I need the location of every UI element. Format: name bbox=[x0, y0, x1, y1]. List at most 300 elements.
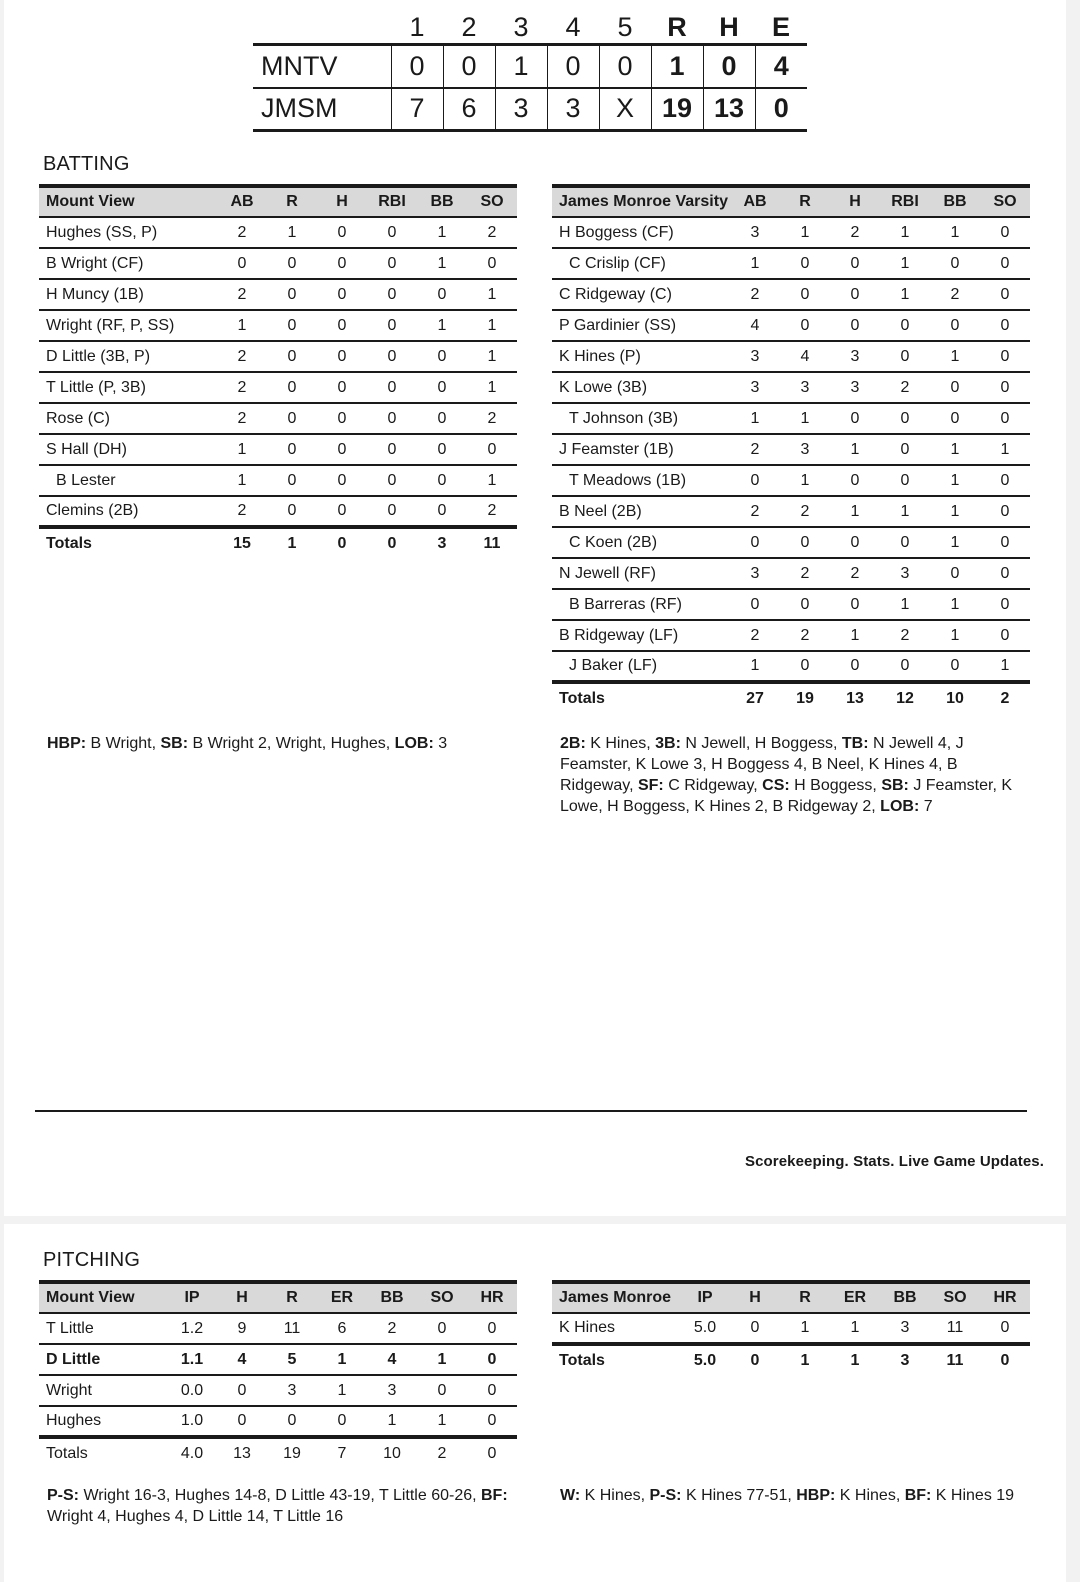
player-row bbox=[552, 310, 1030, 341]
player-row bbox=[39, 372, 517, 403]
stat-cell: 0 bbox=[1000, 409, 1010, 427]
pitching-header-row bbox=[39, 1282, 517, 1313]
player-row bbox=[552, 651, 1030, 682]
stat-cell: 0 bbox=[237, 1412, 247, 1429]
stat-cell: 1 bbox=[1000, 440, 1010, 458]
totals-label: Totals bbox=[46, 535, 92, 552]
stat-cell: 3 bbox=[750, 223, 760, 241]
column-header: ER bbox=[330, 1289, 354, 1306]
inning-header: 1 bbox=[409, 12, 425, 42]
stat-cell: 0 bbox=[950, 378, 960, 396]
stat-cell: 0 bbox=[287, 502, 297, 519]
note-label: BF: bbox=[904, 1487, 932, 1504]
note-text: K Hines 19 bbox=[931, 1487, 1015, 1504]
stat-cell: 1.1 bbox=[180, 1350, 204, 1368]
line-score-table bbox=[253, 12, 807, 132]
stat-cell: 0 bbox=[1000, 347, 1010, 365]
stat-cell: 1 bbox=[800, 223, 810, 241]
stat-cell: 0 bbox=[850, 285, 860, 303]
note-label: LOB: bbox=[880, 798, 920, 815]
stat-cell: 0 bbox=[437, 1319, 447, 1337]
note-text: K Hines, bbox=[580, 1487, 650, 1504]
stat-cell: 0 bbox=[900, 409, 910, 427]
note-text: J Feamster, K Lowe, H Boggess, K Hines 2, B Ridgeway 2, bbox=[560, 777, 1013, 815]
stat-cell: 11 bbox=[483, 535, 501, 552]
stat-cell: 0 bbox=[950, 254, 960, 272]
stat-cell: 2 bbox=[750, 440, 760, 458]
stat-cell: 2 bbox=[750, 285, 760, 303]
stat-cell: 1 bbox=[850, 1352, 860, 1369]
stat-cell: 0 bbox=[487, 1319, 497, 1337]
stat-cell: 0 bbox=[850, 254, 860, 272]
stat-cell: 1 bbox=[487, 347, 497, 365]
note-label: SB: bbox=[160, 735, 189, 752]
stat-cell: 1 bbox=[950, 502, 960, 520]
note-text: B Wright 2, Wright, Hughes, bbox=[188, 735, 395, 752]
stat-cell: 2 bbox=[750, 626, 760, 644]
stat-cell: 0 bbox=[337, 440, 347, 458]
stat-cell: 2 bbox=[900, 626, 910, 644]
totals-label: Totals bbox=[559, 690, 605, 707]
column-header: SO bbox=[480, 193, 504, 210]
note-label: HBP: bbox=[796, 1487, 836, 1504]
inning-score: 0 bbox=[547, 45, 599, 88]
stat-cell: 0 bbox=[487, 440, 497, 458]
stat-cell: 1 bbox=[950, 223, 960, 241]
inning-header: 4 bbox=[565, 12, 581, 42]
stat-cell: 0 bbox=[437, 409, 447, 427]
player-name: K Hines (P) bbox=[559, 347, 641, 365]
player-name: K Lowe (3B) bbox=[559, 378, 648, 396]
stat-cell: 1 bbox=[900, 223, 910, 241]
errors-total: 4 bbox=[755, 45, 807, 88]
stat-cell: 1 bbox=[800, 409, 810, 427]
stat-cell: 7 bbox=[337, 1445, 347, 1462]
totals-row bbox=[39, 527, 517, 559]
stat-cell: 1 bbox=[950, 626, 960, 644]
stat-cell: 0 bbox=[850, 471, 860, 489]
stat-cell: 0 bbox=[387, 316, 397, 334]
stat-cell: 0 bbox=[1000, 471, 1010, 489]
stat-cell: 1 bbox=[437, 254, 447, 272]
errors-header: E bbox=[771, 12, 790, 42]
stat-cell: 0 bbox=[437, 440, 447, 458]
stat-cell: 3 bbox=[750, 347, 760, 365]
stat-cell: 2 bbox=[1000, 690, 1010, 707]
player-name: P Gardinier (SS) bbox=[559, 316, 677, 334]
stat-cell: 2 bbox=[487, 502, 497, 519]
stat-cell: 5 bbox=[287, 1350, 297, 1368]
stat-cell: 0 bbox=[487, 1445, 497, 1462]
stat-cell: 0 bbox=[1000, 564, 1010, 582]
player-row bbox=[39, 217, 517, 248]
column-header: SO bbox=[430, 1289, 454, 1306]
stat-cell: 2 bbox=[237, 378, 247, 396]
team-name-header: James Monroe bbox=[559, 1289, 672, 1306]
stat-cell: 0 bbox=[487, 1350, 497, 1368]
stat-cell: 0 bbox=[287, 409, 297, 427]
player-row bbox=[39, 1375, 517, 1406]
note-label: CS: bbox=[762, 777, 790, 794]
note-text: N Jewell, H Boggess, bbox=[680, 735, 842, 752]
player-row bbox=[39, 403, 517, 434]
player-row bbox=[552, 527, 1030, 558]
stat-cell: 0 bbox=[387, 254, 397, 272]
player-name: J Baker (LF) bbox=[569, 657, 658, 674]
player-name: B Wright (CF) bbox=[46, 254, 144, 272]
pitching-header-row bbox=[552, 1282, 1030, 1313]
totals-row bbox=[552, 682, 1030, 714]
stat-cell: 0 bbox=[437, 471, 447, 489]
note-label: SF: bbox=[637, 777, 664, 794]
player-row bbox=[39, 341, 517, 372]
stat-cell: 0 bbox=[900, 316, 910, 334]
stat-cell: 2 bbox=[237, 223, 247, 241]
stat-cell: 3 bbox=[387, 1381, 397, 1399]
player-name: H Muncy (1B) bbox=[46, 285, 144, 303]
stat-cell: 0 bbox=[800, 657, 810, 674]
player-row bbox=[552, 620, 1030, 651]
stat-cell: 0 bbox=[900, 471, 910, 489]
stat-cell: 12 bbox=[896, 690, 914, 707]
stat-cell: 1 bbox=[1000, 657, 1010, 674]
player-row bbox=[552, 558, 1030, 589]
stat-cell: 15 bbox=[233, 535, 251, 552]
stat-cell: 19 bbox=[796, 690, 814, 707]
stat-cell: 1 bbox=[750, 409, 760, 427]
player-row bbox=[39, 248, 517, 279]
pitching-notes-away bbox=[47, 1485, 517, 1527]
stat-cell: 0 bbox=[1000, 1319, 1010, 1336]
totals-row bbox=[552, 1344, 1030, 1376]
stat-cell: 11 bbox=[946, 1352, 964, 1369]
team-abbrev: MNTV bbox=[261, 50, 338, 81]
player-row bbox=[552, 434, 1030, 465]
stat-cell: 1 bbox=[337, 1350, 347, 1368]
stat-cell: 27 bbox=[746, 690, 764, 707]
note-text: H Boggess, bbox=[789, 777, 882, 794]
stat-cell: 1 bbox=[900, 595, 910, 613]
inning-score: 3 bbox=[495, 88, 547, 131]
player-name: H Boggess (CF) bbox=[559, 223, 674, 241]
column-header: BB bbox=[430, 193, 454, 210]
note-text: K Hines, bbox=[585, 735, 656, 752]
player-row bbox=[39, 434, 517, 465]
stat-cell: 1 bbox=[237, 471, 247, 489]
stat-cell: 0 bbox=[1000, 285, 1010, 303]
stat-cell: 1 bbox=[950, 533, 960, 551]
team-abbrev: JMSM bbox=[261, 93, 338, 124]
stat-cell: 0 bbox=[850, 595, 860, 613]
stat-cell: 0 bbox=[1000, 595, 1010, 613]
stat-cell: 1 bbox=[850, 1319, 860, 1336]
stat-cell: 0 bbox=[337, 316, 347, 334]
player-name: B Lester bbox=[56, 471, 116, 489]
stat-cell: 0 bbox=[437, 502, 447, 519]
player-name: T Little (P, 3B) bbox=[46, 378, 146, 396]
batting-header-row bbox=[552, 186, 1030, 217]
stat-cell: 0 bbox=[800, 595, 810, 613]
column-header: H bbox=[849, 193, 861, 210]
player-name: T Meadows (1B) bbox=[569, 471, 687, 489]
stat-cell: 0 bbox=[387, 502, 397, 519]
stat-cell: 0 bbox=[337, 535, 347, 552]
stat-cell: 0 bbox=[900, 657, 910, 674]
player-row bbox=[552, 217, 1030, 248]
stat-cell: 0 bbox=[337, 254, 347, 272]
player-name: Wright bbox=[46, 1381, 92, 1399]
player-name: D Little (3B, P) bbox=[46, 347, 151, 365]
stat-cell: 2 bbox=[237, 285, 247, 303]
player-row bbox=[552, 1313, 1030, 1344]
batting-section-title: BATTING bbox=[43, 153, 130, 175]
column-header: R bbox=[286, 1289, 298, 1306]
stat-cell: 0 bbox=[287, 285, 297, 303]
stat-cell: 1 bbox=[387, 1412, 397, 1429]
note-text: Wright 16-3, Hughes 14-8, D Little 43-19, T Little 60-26, bbox=[79, 1487, 481, 1504]
player-name: B Neel (2B) bbox=[559, 502, 642, 520]
stat-cell: 1 bbox=[287, 223, 297, 241]
inning-header: 2 bbox=[461, 12, 477, 42]
stat-cell: 1 bbox=[950, 595, 960, 613]
stat-cell: 1 bbox=[437, 1412, 447, 1429]
player-name: C Ridgeway (C) bbox=[559, 285, 672, 303]
player-name: Hughes bbox=[46, 1412, 102, 1429]
column-header: SO bbox=[943, 1289, 967, 1306]
stat-cell: 0 bbox=[1000, 223, 1010, 241]
stat-cell: 0 bbox=[950, 316, 960, 334]
stat-cell: 0 bbox=[287, 316, 297, 334]
inning-score: 0 bbox=[443, 45, 495, 88]
stat-cell: 19 bbox=[283, 1445, 301, 1462]
stat-cell: 0 bbox=[337, 285, 347, 303]
player-name: D Little bbox=[46, 1350, 101, 1368]
player-row bbox=[552, 279, 1030, 310]
note-text: 3 bbox=[433, 735, 448, 752]
stat-cell: 0 bbox=[437, 378, 447, 396]
stat-cell: 4 bbox=[387, 1350, 397, 1368]
stat-cell: 0 bbox=[337, 502, 347, 519]
line-score-header bbox=[253, 12, 807, 45]
stat-cell: 0 bbox=[437, 1381, 447, 1399]
stat-cell: 0 bbox=[750, 533, 760, 551]
stat-cell: 1 bbox=[287, 535, 297, 552]
player-row bbox=[552, 496, 1030, 527]
pitching-notes-home bbox=[560, 1485, 1020, 1506]
batting-notes-home bbox=[560, 733, 1035, 817]
stat-cell: 0 bbox=[237, 254, 247, 272]
player-row bbox=[39, 1313, 517, 1344]
column-header: RBI bbox=[891, 193, 919, 210]
runs-header: R bbox=[667, 12, 687, 42]
stat-cell: 0 bbox=[950, 409, 960, 427]
batting-header-row bbox=[39, 186, 517, 217]
column-header: R bbox=[799, 193, 811, 210]
stat-cell: 0 bbox=[337, 409, 347, 427]
inning-score: 0 bbox=[391, 45, 443, 88]
stat-cell: 0 bbox=[387, 223, 397, 241]
note-label: P-S: bbox=[47, 1487, 79, 1504]
column-header: H bbox=[236, 1289, 248, 1306]
column-header: HR bbox=[993, 1289, 1017, 1306]
stat-cell: 3 bbox=[800, 378, 810, 396]
player-name: C Crislip (CF) bbox=[569, 254, 666, 272]
column-header: RBI bbox=[378, 193, 406, 210]
stat-cell: 0 bbox=[337, 223, 347, 241]
stat-cell: 1.0 bbox=[180, 1412, 204, 1429]
stat-cell: 5.0 bbox=[693, 1352, 717, 1369]
player-row bbox=[39, 279, 517, 310]
stat-cell: 11 bbox=[946, 1319, 964, 1336]
batting-table-away bbox=[39, 184, 517, 559]
note-label: P-S: bbox=[649, 1487, 682, 1504]
stat-cell: 3 bbox=[287, 1381, 297, 1399]
totals-label: Totals bbox=[559, 1352, 605, 1369]
inning-score: 1 bbox=[495, 45, 547, 88]
column-header: IP bbox=[184, 1289, 200, 1306]
column-header: IP bbox=[697, 1289, 713, 1306]
stat-cell: 3 bbox=[750, 564, 760, 582]
stat-cell: 0 bbox=[337, 1412, 347, 1429]
note-text: Wright 4, Hughes 4, D Little 14, T Little 16 bbox=[47, 1508, 344, 1525]
stat-cell: 4 bbox=[800, 347, 810, 365]
stat-cell: 1 bbox=[800, 471, 810, 489]
stat-cell: 0 bbox=[487, 1412, 497, 1429]
pitching-table-away bbox=[39, 1280, 517, 1469]
player-name: Hughes (SS, P) bbox=[46, 223, 158, 241]
stat-cell: 13 bbox=[846, 690, 864, 707]
stat-cell: 1 bbox=[950, 471, 960, 489]
inning-score: 6 bbox=[443, 88, 495, 131]
stat-cell: 1 bbox=[850, 440, 860, 458]
stat-cell: 3 bbox=[850, 347, 860, 365]
stat-cell: 1 bbox=[237, 440, 247, 458]
stat-cell: 0 bbox=[1000, 378, 1010, 396]
column-header: HR bbox=[480, 1289, 504, 1306]
stat-cell: 0 bbox=[387, 285, 397, 303]
player-name: Wright (RF, P, SS) bbox=[46, 316, 175, 334]
stat-cell: 0 bbox=[287, 1412, 297, 1429]
pitching-section-title: PITCHING bbox=[43, 1249, 141, 1271]
stat-cell: 4 bbox=[750, 316, 760, 334]
stat-cell: 3 bbox=[800, 440, 810, 458]
stat-cell: 1 bbox=[437, 223, 447, 241]
stat-cell: 0 bbox=[287, 471, 297, 489]
player-name: T Little bbox=[46, 1319, 94, 1337]
stat-cell: 1.2 bbox=[180, 1319, 204, 1337]
hits-total: 13 bbox=[703, 88, 755, 131]
column-header: AB bbox=[743, 193, 767, 210]
stat-cell: 0 bbox=[950, 564, 960, 582]
stat-cell: 2 bbox=[800, 502, 810, 520]
stat-cell: 10 bbox=[383, 1445, 401, 1462]
stat-cell: 0 bbox=[287, 378, 297, 396]
stat-cell: 0 bbox=[900, 440, 910, 458]
note-text: K Hines, bbox=[835, 1487, 905, 1504]
stat-cell: 3 bbox=[750, 378, 760, 396]
stat-cell: 0 bbox=[800, 285, 810, 303]
stat-cell: 0 bbox=[900, 347, 910, 365]
note-label: 3B: bbox=[655, 735, 681, 752]
column-header: R bbox=[286, 193, 298, 210]
inning-score: 3 bbox=[547, 88, 599, 131]
stat-cell: 0 bbox=[850, 316, 860, 334]
player-name: B Barreras (RF) bbox=[569, 595, 682, 613]
player-row bbox=[39, 496, 517, 527]
stat-cell: 1 bbox=[900, 502, 910, 520]
player-row bbox=[39, 310, 517, 341]
player-name: N Jewell (RF) bbox=[559, 564, 656, 582]
player-row bbox=[552, 403, 1030, 434]
stat-cell: 1 bbox=[850, 626, 860, 644]
stat-cell: 0 bbox=[800, 254, 810, 272]
column-header: BB bbox=[380, 1289, 404, 1306]
stat-cell: 0 bbox=[287, 347, 297, 365]
pitching-table-home bbox=[552, 1280, 1030, 1376]
stat-cell: 2 bbox=[950, 285, 960, 303]
player-row bbox=[39, 465, 517, 496]
team-name-header: Mount View bbox=[46, 1289, 135, 1306]
stat-cell: 0 bbox=[387, 378, 397, 396]
player-row bbox=[552, 589, 1030, 620]
player-name: S Hall (DH) bbox=[46, 440, 127, 458]
inning-header: 3 bbox=[513, 12, 529, 42]
note-label: LOB: bbox=[394, 735, 434, 752]
stat-cell: 2 bbox=[750, 502, 760, 520]
stat-cell: 2 bbox=[237, 502, 247, 519]
stat-cell: 0 bbox=[337, 347, 347, 365]
hits-header: H bbox=[719, 12, 739, 42]
stat-cell: 0 bbox=[850, 657, 860, 674]
inning-header: 5 bbox=[617, 12, 633, 42]
column-header: BB bbox=[943, 193, 967, 210]
stat-cell: 2 bbox=[387, 1319, 397, 1337]
stat-cell: 9 bbox=[237, 1319, 247, 1337]
player-name: B Ridgeway (LF) bbox=[559, 626, 679, 644]
stat-cell: 1 bbox=[950, 440, 960, 458]
note-label: HBP: bbox=[47, 735, 87, 752]
player-row bbox=[552, 341, 1030, 372]
stat-cell: 1 bbox=[800, 1319, 810, 1336]
player-name: J Feamster (1B) bbox=[559, 440, 674, 458]
note-text: K Hines 77-51, bbox=[681, 1487, 797, 1504]
stat-cell: 0 bbox=[387, 440, 397, 458]
stat-cell: 1 bbox=[900, 254, 910, 272]
note-label: BF: bbox=[481, 1487, 508, 1504]
player-row bbox=[552, 372, 1030, 403]
stat-cell: 3 bbox=[850, 378, 860, 396]
stat-cell: 2 bbox=[850, 223, 860, 241]
stat-cell: 1 bbox=[750, 254, 760, 272]
stat-cell: 1 bbox=[437, 1350, 447, 1368]
note-label: SB: bbox=[881, 777, 909, 794]
player-row bbox=[39, 1406, 517, 1437]
inning-score: 7 bbox=[391, 88, 443, 131]
stat-cell: 2 bbox=[437, 1445, 447, 1462]
inning-score: 0 bbox=[599, 45, 651, 88]
footer-tagline: Scorekeeping. Stats. Live Game Updates. bbox=[744, 1153, 1044, 1170]
column-header: R bbox=[799, 1289, 811, 1306]
stat-cell: 5.0 bbox=[693, 1319, 717, 1336]
line-score-row-away bbox=[253, 45, 807, 88]
stat-cell: 0 bbox=[900, 533, 910, 551]
column-header: SO bbox=[993, 193, 1017, 210]
errors-total: 0 bbox=[755, 88, 807, 131]
player-row bbox=[552, 248, 1030, 279]
player-row bbox=[552, 465, 1030, 496]
totals-row bbox=[39, 1437, 517, 1469]
stat-cell: 0 bbox=[487, 1381, 497, 1399]
